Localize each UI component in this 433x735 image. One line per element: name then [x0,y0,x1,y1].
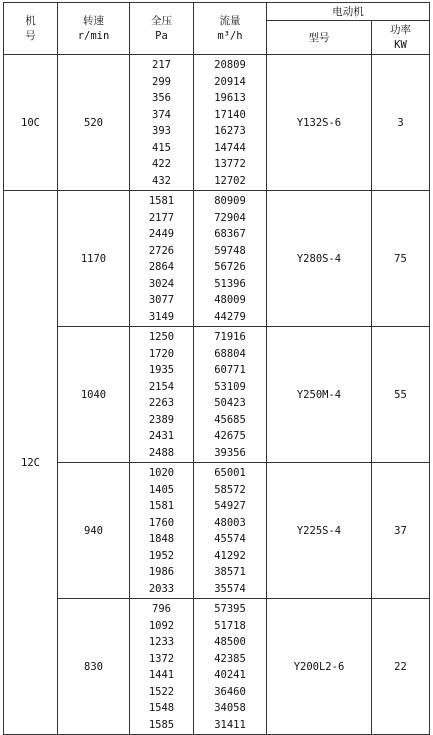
flow-value: 40241 [214,669,246,681]
flow-value: 56726 [214,261,246,273]
header-flow [194,3,267,55]
header-machine-no-line2: 号 [25,29,36,42]
flow-value: 39356 [214,446,246,459]
pressure-value: 299 [152,75,171,88]
flow-value: 68804 [214,347,246,360]
table-row [4,55,430,191]
flow-value: 14744 [214,141,246,154]
pressure-value: 1522 [148,685,175,698]
motor-model-cell: Y280S-4 [267,191,372,327]
table-row [4,599,430,735]
pressure-value: 1720 [148,347,175,360]
header-machine-no [4,3,58,55]
flow-value: 34058 [214,702,246,714]
fan-spec-table [3,2,430,735]
flow-value: 54927 [214,500,246,512]
flow-value: 48003 [214,516,246,529]
flow-value: 59748 [214,244,246,257]
flow-list [194,191,266,326]
speed-cell: 1040 [58,327,130,463]
flow-value: 42385 [214,652,246,665]
flow-value: 50423 [214,397,246,409]
pressure-value: 393 [152,125,171,137]
pressure-value: 1952 [148,549,175,562]
table-row [4,191,430,327]
pressure-value: 356 [152,92,171,104]
pressure-value: 1092 [148,619,175,632]
pressure-value: 1585 [148,718,175,731]
motor-power-cell: 75 [372,191,430,327]
flow-value: 20914 [214,75,246,88]
flow-value: 45574 [214,533,246,545]
header-pressure-line1: 全压 [151,14,172,27]
header-pressure-line2: Pa [155,29,168,42]
pressure-list [130,463,193,598]
flow-value: 44279 [214,310,246,323]
pressure-cell [130,55,194,191]
pressure-cell [130,463,194,599]
pressure-value: 1405 [148,483,175,496]
pressure-list [130,327,193,462]
flow-value: 42675 [214,430,246,442]
pressure-value: 1848 [148,533,175,545]
pressure-cell [130,327,194,463]
flow-list [194,55,266,190]
pressure-value: 2726 [148,244,175,257]
pressure-cell [130,191,194,327]
pressure-value: 796 [152,603,171,615]
machine-no-cell: 12C [4,191,58,735]
table-row [4,327,430,463]
motor-power-cell: 37 [372,463,430,599]
flow-value: 16273 [214,125,246,137]
pressure-cell [130,599,194,735]
pressure-value: 422 [152,158,171,170]
header-speed-line2: r/min [77,29,110,42]
header-row-top [4,3,430,21]
motor-power-cell: 55 [372,327,430,463]
flow-value: 51396 [214,277,246,290]
pressure-value: 1441 [148,669,175,681]
speed-cell: 520 [58,55,130,191]
pressure-value: 374 [152,108,171,121]
header-power [372,21,430,55]
pressure-value: 2864 [148,261,175,273]
motor-model-cell: Y225S-4 [267,463,372,599]
flow-value: 53109 [214,380,246,393]
flow-cell [194,463,267,599]
pressure-value: 2488 [148,446,175,459]
flow-value: 58572 [214,483,246,496]
flow-value: 48009 [214,294,246,306]
flow-value: 45685 [214,413,246,426]
header-flow-line1: 流量 [219,14,241,27]
pressure-value: 3077 [148,294,175,306]
machine-no-cell: 10C [4,55,58,191]
flow-value: 36460 [214,685,246,698]
flow-value: 80909 [214,195,246,207]
flow-value: 35574 [214,582,246,595]
table-row [4,463,430,599]
header-speed [58,3,130,55]
pressure-value: 2431 [148,430,175,442]
pressure-value: 2177 [148,211,175,224]
pressure-value: 2263 [148,397,175,409]
pressure-value: 2449 [148,228,175,240]
flow-cell [194,327,267,463]
flow-cell [194,191,267,327]
pressure-value: 2389 [148,413,175,426]
header-speed-line1: 转速 [83,14,104,27]
pressure-value: 1760 [148,516,175,529]
pressure-list [130,191,193,326]
header-motor: 电动机 [267,3,430,21]
flow-value: 68367 [214,228,246,240]
pressure-value: 1548 [148,702,175,714]
motor-model-cell: Y250M-4 [267,327,372,463]
pressure-value: 415 [152,141,171,154]
flow-list [194,599,266,734]
flow-value: 48500 [214,636,246,648]
flow-value: 60771 [214,364,246,376]
pressure-value: 1581 [148,500,175,512]
flow-value: 12702 [214,174,246,187]
flow-cell [194,599,267,735]
motor-power-cell: 22 [372,599,430,735]
header-flow-line2: m³/h [217,29,243,42]
pressure-list [130,599,193,734]
flow-list [194,327,266,462]
pressure-list [130,55,193,190]
flow-value: 20809 [214,59,246,71]
flow-list [194,463,266,598]
flow-value: 13772 [214,158,246,170]
flow-value: 17140 [214,108,246,121]
speed-cell: 940 [58,463,130,599]
flow-value: 19613 [214,92,246,104]
pressure-value: 2154 [148,380,175,393]
flow-cell [194,55,267,191]
pressure-value: 1581 [148,195,175,207]
flow-value: 38571 [214,566,246,578]
speed-cell: 830 [58,599,130,735]
flow-value: 57395 [214,603,246,615]
header-power-line2: KW [394,38,407,51]
header-model: 型号 [267,21,372,55]
pressure-value: 432 [152,174,171,187]
flow-value: 71916 [214,331,246,343]
speed-cell: 1170 [58,191,130,327]
pressure-value: 1935 [148,364,175,376]
pressure-value: 1986 [148,566,175,578]
flow-value: 72904 [214,211,246,224]
pressure-value: 1372 [148,652,175,665]
header-power-line1: 功率 [390,23,411,36]
pressure-value: 1020 [148,467,175,479]
pressure-value: 217 [152,59,171,71]
motor-power-cell: 3 [372,55,430,191]
motor-model-cell: Y132S-6 [267,55,372,191]
pressure-value: 1250 [148,331,175,343]
pressure-value: 1233 [148,636,175,648]
flow-value: 41292 [214,549,246,562]
pressure-value: 2033 [148,582,175,595]
flow-value: 31411 [214,718,246,731]
pressure-value: 3024 [148,277,175,290]
motor-model-cell: Y200L2-6 [267,599,372,735]
pressure-value: 3149 [148,310,175,323]
flow-value: 65001 [214,467,246,479]
flow-value: 51718 [214,619,246,632]
header-machine-no-line1: 机 [25,14,36,27]
header-pressure [130,3,194,55]
